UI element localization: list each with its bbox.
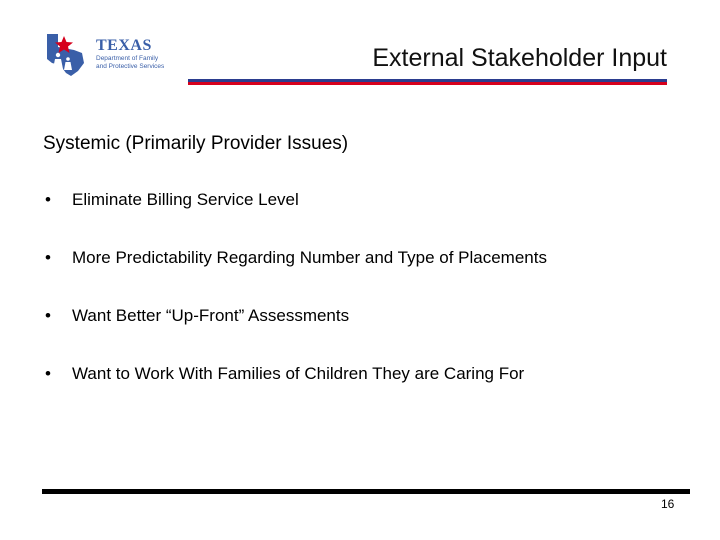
slide-title: External Stakeholder Input	[372, 44, 667, 72]
logo-brand: TEXAS	[96, 37, 152, 54]
bullet-text: Want Better “Up-Front” Assessments	[72, 306, 350, 325]
bullet-item	[43, 306, 547, 364]
bullet-icon: •	[45, 190, 51, 209]
bullet-item	[43, 190, 547, 248]
page-number: 16	[661, 497, 675, 511]
bullet-text: More Predictability Regarding Number and Type of Placements	[72, 248, 547, 267]
header-rule-red	[188, 82, 667, 85]
dfps-logo	[44, 33, 184, 77]
logo-department-line: Department of Family	[96, 55, 159, 62]
footer-rule	[42, 489, 690, 494]
section-subtitle: Systemic (Primarily Provider Issues)	[43, 133, 349, 154]
bullet-icon: •	[45, 248, 51, 267]
texas-star-logo-icon	[44, 33, 96, 77]
bullet-text: Eliminate Billing Service Level	[72, 190, 299, 209]
bullet-list	[43, 190, 547, 422]
bullet-text: Want to Work With Families of Children They are Caring For	[72, 364, 525, 383]
bullet-item	[43, 364, 547, 422]
logo-services-line: and Protective Services	[96, 63, 165, 70]
bullet-icon: •	[45, 364, 51, 383]
bullet-icon: •	[45, 306, 51, 325]
bullet-item	[43, 248, 547, 306]
